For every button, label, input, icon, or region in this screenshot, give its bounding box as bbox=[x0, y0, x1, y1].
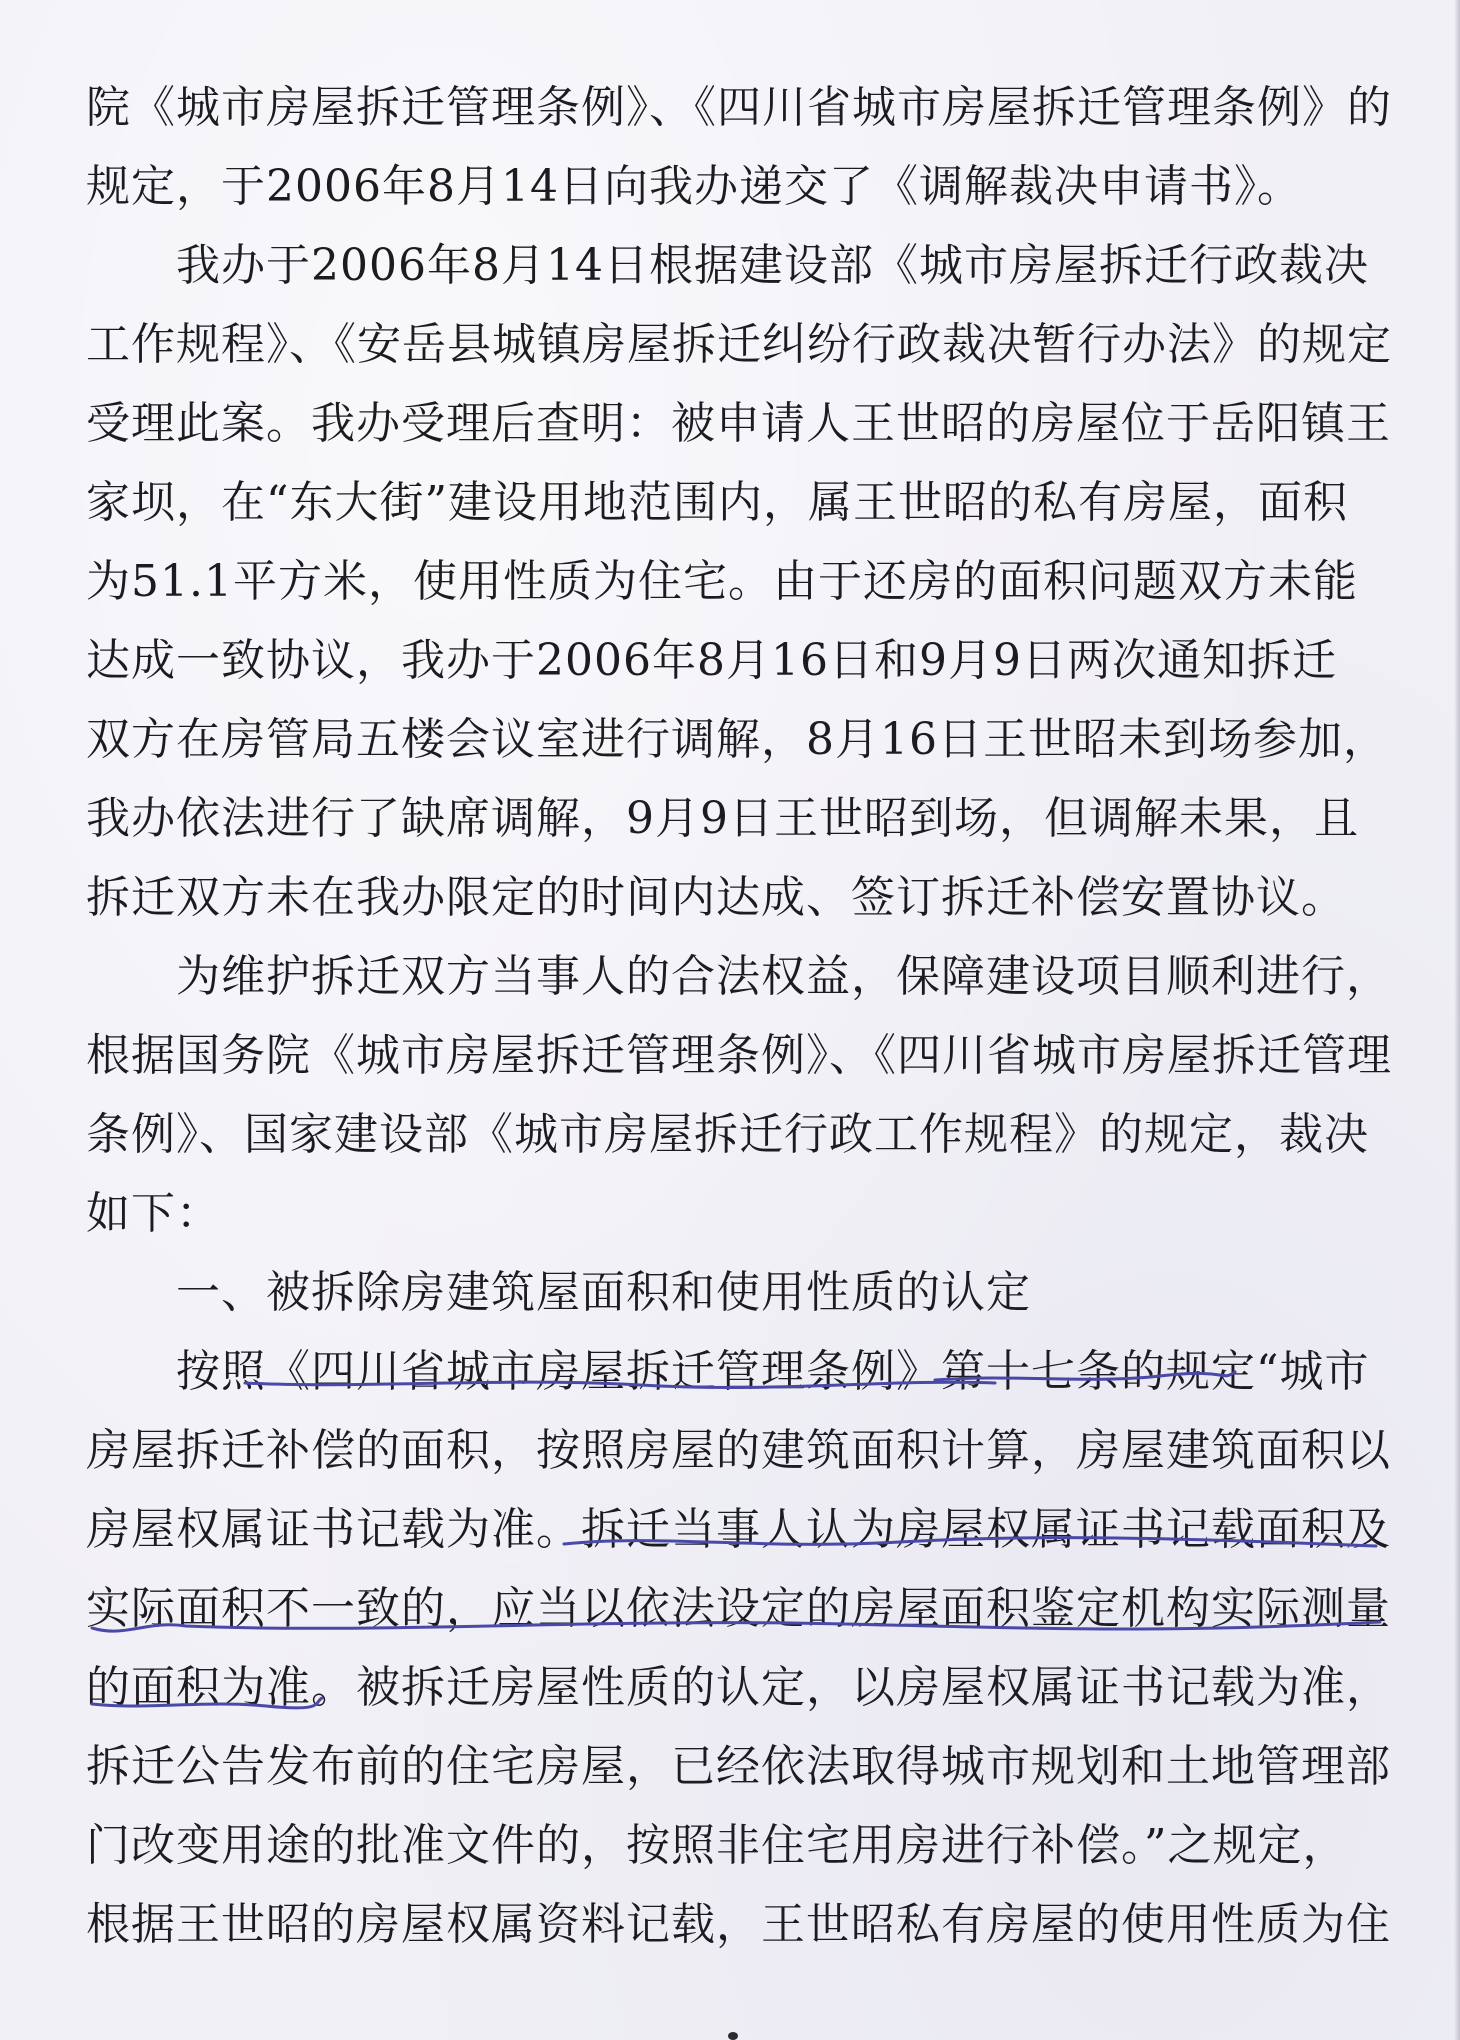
document-line: 受理此案。我办受理后查明：被申请人王世昭的房屋位于岳阳镇王 bbox=[86, 398, 1391, 449]
document-line: 条例》、国家建设部《城市房屋拆迁行政工作规程》的规定，裁决 bbox=[86, 1109, 1369, 1160]
document-line: 拆迁双方未在我办限定的时间内达成、签订拆迁补偿安置协议。 bbox=[86, 872, 1346, 923]
document-line: 实际面积不一致的，应当以依法设定的房屋面积鉴定机构实际测量 bbox=[86, 1583, 1391, 1634]
document-line: 我办依法进行了缺席调解，9月9日王世昭到场，但调解未果，且 bbox=[86, 793, 1359, 844]
scan-edge-shadow bbox=[1454, 0, 1460, 2040]
document-line: 的面积为准。被拆迁房屋性质的认定，以房屋权属证书记载为准， bbox=[86, 1662, 1391, 1713]
document-line: 房屋拆迁补偿的面积，按照房屋的建筑面积计算，房屋建筑面积以 bbox=[86, 1425, 1391, 1476]
document-line: 家坝，在“东大街”建设用地范围内，属王世昭的私有房屋，面积 bbox=[86, 477, 1348, 528]
document-line: 规定，于2006年8月14日向我办递交了《调解裁决申请书》。 bbox=[86, 161, 1302, 212]
document-line: 为51.1平方米，使用性质为住宅。由于还房的面积问题双方未能 bbox=[86, 556, 1358, 607]
document-line: 拆迁公告发布前的住宅房屋，已经依法取得城市规划和土地管理部 bbox=[86, 1741, 1391, 1792]
document-line: 按照《四川省城市房屋拆迁管理条例》第十七条的规定“城市 bbox=[86, 1346, 1370, 1397]
document-line: 根据国务院《城市房屋拆迁管理条例》、《四川省城市房屋拆迁管理 bbox=[86, 1030, 1392, 1081]
document-line: 门改变用途的批准文件的，按照非住宅用房进行补偿。”之规定， bbox=[86, 1820, 1348, 1871]
page-edge-mark bbox=[728, 2032, 738, 2040]
document-line: 院《城市房屋拆迁管理条例》、《四川省城市房屋拆迁管理条例》的 bbox=[86, 82, 1392, 133]
document-line: 一、被拆除房建筑屋面积和使用性质的认定 bbox=[86, 1267, 1031, 1318]
document-line: 房屋权属证书记载为准。拆迁当事人认为房屋权属证书记载面积及 bbox=[86, 1504, 1391, 1555]
document-line: 为维护拆迁双方当事人的合法权益，保障建设项目顺利进行， bbox=[86, 951, 1391, 1002]
document-line: 工作规程》、《安岳县城镇房屋拆迁纠纷行政裁决暂行办法》的规定 bbox=[86, 319, 1392, 370]
document-line: 如下： bbox=[86, 1188, 221, 1239]
document-line: 双方在房管局五楼会议室进行调解，8月16日王世昭未到场参加， bbox=[86, 714, 1388, 765]
document-body bbox=[86, 68, 1392, 1964]
document-line: 我办于2006年8月14日根据建设部《城市房屋拆迁行政裁决 bbox=[86, 240, 1369, 291]
document-line: 达成一致协议，我办于2006年8月16日和9月9日两次通知拆迁 bbox=[86, 635, 1337, 686]
document-line: 根据王世昭的房屋权属资料记载，王世昭私有房屋的使用性质为住 bbox=[86, 1899, 1391, 1950]
